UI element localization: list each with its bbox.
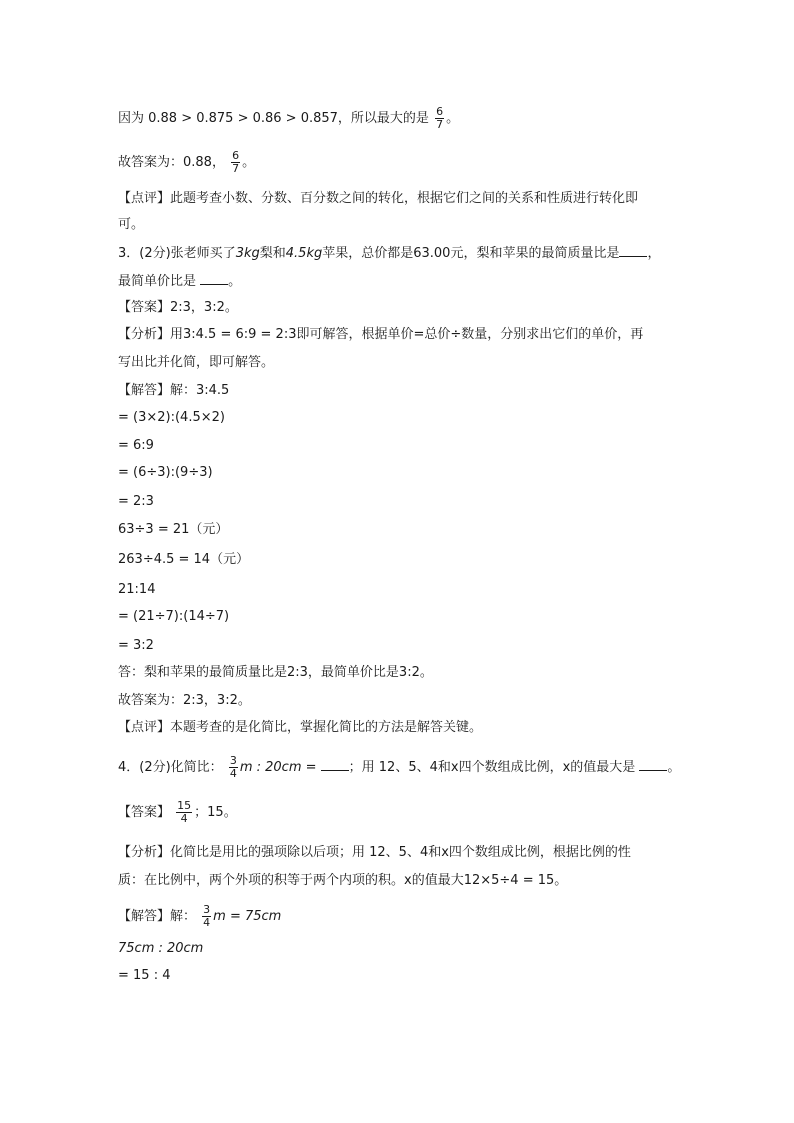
solution-step: 故答案为：2:3，3:2。 bbox=[118, 693, 251, 708]
solution-step bbox=[118, 904, 281, 929]
answer-blank bbox=[321, 758, 349, 771]
solution-step: = (21÷7):(14÷7) bbox=[118, 609, 230, 624]
text-segment: 。 bbox=[667, 760, 681, 775]
answer-blank bbox=[619, 244, 647, 257]
fraction bbox=[202, 904, 211, 929]
text-segment: 梨和 bbox=[259, 246, 286, 261]
text-segment: 4.5kg bbox=[285, 246, 323, 261]
solution-step: 75cm : 20cm bbox=[118, 941, 204, 956]
text-segment: 最简单价比是 bbox=[118, 274, 201, 289]
comment-line: 可。 bbox=[118, 217, 145, 232]
fraction-numerator: 6 bbox=[436, 105, 444, 118]
solution-step: 63÷3 = 21（元） bbox=[118, 522, 229, 537]
answer-line: 【答案】2:3，3:2。 bbox=[118, 300, 238, 315]
text-segment: 苹果，总价都是63.00元，梨和苹果的最简质量比是 bbox=[322, 246, 620, 261]
fraction-denominator: 4 bbox=[229, 767, 237, 780]
fraction bbox=[231, 150, 240, 175]
solution-step: = 15 : 4 bbox=[118, 968, 171, 983]
fraction-denominator: 4 bbox=[203, 916, 211, 929]
question-4-line bbox=[118, 755, 680, 780]
analysis-line: 【分析】用3:4.5 = 6:9 = 2:3即可解答，根据单价=总价÷数量，分别求出它们的单价，再 bbox=[118, 327, 644, 342]
fraction bbox=[435, 106, 444, 131]
text-segment: m = 75cm bbox=[213, 909, 282, 924]
comment-line: 【点评】本题考查的是化简比，掌握化简比的方法是解答关键。 bbox=[118, 720, 483, 735]
text-segment: ；用 12、5、4和x四个数组成比例，x的值最大是 bbox=[348, 760, 640, 775]
text-segment: ；15。 bbox=[194, 805, 237, 820]
fraction-denominator: 4 bbox=[180, 812, 188, 825]
solution-step: 【解答】解：3:4.5 bbox=[118, 383, 230, 398]
fraction-numerator: 6 bbox=[232, 149, 240, 162]
answer-blank bbox=[639, 758, 667, 771]
analysis-line: 写出比并化简，即可解答。 bbox=[118, 355, 275, 370]
solution-step: 263÷4.5 = 14（元） bbox=[118, 552, 250, 567]
text-line bbox=[118, 106, 459, 131]
solution-step: 答：梨和苹果的最简质量比是2:3，最简单价比是3:2。 bbox=[118, 665, 433, 680]
text-segment: 3kg bbox=[235, 246, 260, 261]
fraction-numerator: 15 bbox=[177, 799, 192, 812]
analysis-line: 【分析】化简比是用比的强项除以后项；用 12、5、4和x四个数组成比例，根据比例的性 bbox=[118, 845, 631, 860]
text-segment: m : 20cm = bbox=[239, 760, 317, 775]
solution-step: = (6÷3):(9÷3) bbox=[118, 465, 213, 480]
fraction-numerator: 3 bbox=[229, 754, 237, 767]
solution-step: = 2:3 bbox=[118, 494, 154, 509]
text-segment: 故答案为：0.88， bbox=[118, 155, 225, 170]
text-segment: 因为 0.88 > 0.875 > 0.86 > 0.857，所以最大的是 bbox=[118, 111, 429, 126]
fraction-denominator: 7 bbox=[436, 118, 444, 131]
text-segment: 。 bbox=[242, 155, 256, 170]
text-line bbox=[118, 150, 255, 175]
text-segment: 【解答】解： bbox=[118, 909, 197, 924]
fraction-numerator: 3 bbox=[203, 903, 211, 916]
question-3-line bbox=[118, 272, 241, 291]
comment-line: 【点评】此题考查小数、分数、百分数之间的转化，根据它们之间的关系和性质进行转化即 bbox=[118, 191, 639, 206]
fraction bbox=[229, 755, 238, 780]
solution-step: = 3:2 bbox=[118, 638, 154, 653]
text-segment: 。 bbox=[446, 111, 460, 126]
text-segment: 。 bbox=[228, 274, 242, 289]
text-segment: 3．(2分)张老师买了 bbox=[118, 246, 236, 261]
solution-step: 21:14 bbox=[118, 582, 156, 597]
text-segment: ， bbox=[647, 246, 661, 261]
solution-step: = (3×2):(4.5×2) bbox=[118, 410, 225, 425]
answer-line bbox=[118, 800, 237, 825]
text-segment: 4．(2分)化简比： bbox=[118, 760, 223, 775]
solution-step: = 6:9 bbox=[118, 438, 154, 453]
question-3-line bbox=[118, 244, 660, 263]
answer-blank bbox=[200, 272, 228, 285]
fraction bbox=[176, 800, 192, 825]
analysis-line: 质：在比例中，两个外项的积等于两个内项的积。x的值最大12×5÷4 = 15。 bbox=[118, 873, 568, 888]
text-segment: 【答案】 bbox=[118, 805, 171, 820]
fraction-denominator: 7 bbox=[232, 162, 240, 175]
